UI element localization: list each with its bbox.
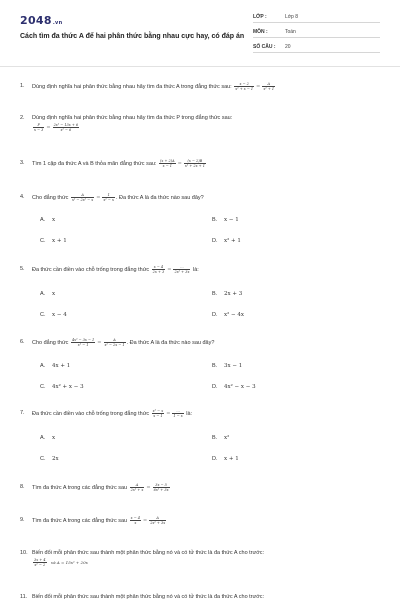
numerator: (x − 2)B bbox=[184, 159, 206, 164]
question-text bbox=[32, 409, 382, 418]
option-value: x + 1 bbox=[224, 456, 239, 462]
answer-option-b[interactable] bbox=[212, 290, 242, 298]
question-formula bbox=[32, 123, 80, 132]
question-prompt: Đa thức cần điền vào chỗ trống trong đẳng thức bbox=[32, 410, 150, 417]
answer-option-b[interactable] bbox=[212, 362, 242, 370]
numerator: x − 4 bbox=[152, 265, 166, 270]
option-value: x² − 4x bbox=[224, 312, 245, 318]
question-text bbox=[32, 265, 382, 274]
meta-label: SỐ CÂU : bbox=[253, 44, 276, 50]
numerator: 3x + 4 bbox=[34, 558, 46, 562]
numerator: A bbox=[104, 338, 126, 343]
answer-option-d[interactable] bbox=[212, 455, 239, 463]
equals-sign: = bbox=[143, 517, 148, 524]
fraction bbox=[149, 516, 166, 525]
option-letter: A. bbox=[40, 291, 46, 297]
fraction bbox=[71, 338, 95, 347]
answer-option-a[interactable] bbox=[40, 434, 55, 442]
fraction bbox=[104, 338, 126, 347]
question-prompt: Dùng định nghĩa hai phân thức bằng nhau hãy tìm đa thức P trong đẳng thức sau: bbox=[32, 115, 233, 121]
fraction bbox=[71, 193, 94, 202]
denominator: x − 3 bbox=[34, 128, 44, 132]
denominator: 2x² + 3x bbox=[174, 270, 190, 274]
question-number: 8. bbox=[20, 484, 25, 490]
question-prompt: Tìm 1 cặp đa thức A và B thỏa mãn đẳng thức sau: bbox=[32, 160, 157, 167]
question-prompt: Dùng định nghĩa hai phân thức bằng nhau hãy tìm đa thức A trong đẳng thức sau: bbox=[32, 83, 232, 90]
page-title: Cách tìm đa thức A để hai phân thức bằng nhau cực hay, có đáp án bbox=[20, 33, 245, 40]
question-text bbox=[32, 549, 382, 557]
option-value: 3x − 1 bbox=[224, 363, 243, 369]
meta-label: MÔN : bbox=[253, 29, 268, 35]
denominator: 1 − x bbox=[173, 414, 183, 418]
denominator: x² − x bbox=[103, 198, 114, 202]
question-text bbox=[32, 159, 382, 168]
question-prompt: Cho đẳng thức bbox=[32, 194, 69, 201]
denominator: x bbox=[134, 521, 137, 525]
numerator: A bbox=[71, 193, 94, 198]
option-letter: A. bbox=[40, 363, 46, 369]
numerator: x − 4 bbox=[130, 516, 140, 520]
answer-option-c[interactable] bbox=[40, 455, 59, 463]
denominator: x² − 2x² − x bbox=[71, 198, 94, 202]
option-value: 4x² − x − 3 bbox=[224, 384, 256, 390]
logo-suffix: .vn bbox=[52, 20, 63, 26]
question-number: 3. bbox=[20, 160, 25, 166]
fraction bbox=[159, 159, 176, 168]
question-number: 6. bbox=[20, 339, 25, 345]
option-letter: B. bbox=[212, 435, 218, 441]
equals-sign: = bbox=[167, 266, 172, 273]
numerator: (x + 2)A bbox=[160, 159, 175, 163]
question-text bbox=[32, 593, 382, 600]
question-prompt: Tìm đa thức A trong các đẳng thức sau bbox=[32, 484, 128, 491]
question-prompt: Biến đổi mỗi phân thức sau thành một phân thức bằng nó và có tử thức là đa thức A cho trước: bbox=[32, 550, 265, 556]
meta-row-question-count bbox=[253, 42, 380, 53]
numerator: ... bbox=[172, 409, 183, 414]
option-letter: C. bbox=[40, 384, 46, 390]
numerator: 2x² − 13x + 6 bbox=[53, 123, 79, 127]
denominator: x² + 1 bbox=[263, 87, 275, 91]
option-letter: C. bbox=[40, 238, 46, 244]
fraction bbox=[53, 123, 80, 132]
option-value: x bbox=[52, 291, 56, 297]
question-prompt-end: là: bbox=[186, 410, 193, 417]
option-letter: B. bbox=[212, 291, 218, 297]
option-letter: D. bbox=[212, 456, 218, 462]
fraction bbox=[262, 82, 275, 91]
answer-option-d[interactable] bbox=[212, 237, 241, 245]
denominator: 2x + 3 bbox=[152, 270, 165, 274]
fraction bbox=[184, 159, 206, 168]
option-value: 4x + 1 bbox=[52, 363, 71, 369]
question-prompt-end: . Đa thức A là đa thức nào sau đây? bbox=[115, 194, 204, 201]
fraction bbox=[152, 265, 166, 274]
question-prompt-end: là: bbox=[192, 266, 199, 273]
question-number: 7. bbox=[20, 410, 25, 416]
question-prompt: Biến đổi mỗi phân thức sau thành một phân thức bằng nó và có tử thức là đa thức A cho trước: bbox=[32, 594, 265, 600]
option-value: x + 1 bbox=[52, 238, 67, 244]
equals-sign: = bbox=[46, 124, 51, 131]
meta-value: Lớp 8 bbox=[285, 14, 299, 20]
meta-row-class bbox=[253, 12, 380, 23]
option-value: 4x² + x − 3 bbox=[52, 384, 84, 390]
question-text bbox=[32, 82, 382, 91]
option-value: x − 4 bbox=[52, 312, 67, 318]
numerator: P bbox=[33, 123, 44, 128]
denominator: x² − 1 bbox=[77, 343, 89, 347]
fraction bbox=[102, 193, 115, 202]
meta-value: 20 bbox=[285, 44, 291, 50]
given-polynomial: và A = 15x² + 20x bbox=[50, 559, 88, 565]
answer-option-d[interactable] bbox=[212, 383, 256, 391]
option-value: x² bbox=[224, 435, 230, 441]
answer-option-b[interactable] bbox=[212, 216, 239, 224]
numerator: 3x − 5 bbox=[153, 483, 170, 488]
answer-option-c[interactable] bbox=[40, 311, 67, 319]
fraction bbox=[33, 123, 44, 132]
numerator: 4x² − 3x − 1 bbox=[71, 338, 95, 342]
equals-sign: = bbox=[166, 410, 171, 417]
numerator: A bbox=[130, 483, 145, 488]
question-text bbox=[32, 338, 382, 347]
option-letter: D. bbox=[212, 384, 218, 390]
header-divider bbox=[0, 66, 400, 67]
option-value: 2x + 3 bbox=[224, 291, 243, 297]
question-number: 11. bbox=[20, 594, 28, 600]
option-value: 2x bbox=[52, 456, 59, 462]
denominator: x² + x − 1 bbox=[235, 87, 254, 91]
equals-sign: = bbox=[97, 339, 102, 346]
numerator: 1 bbox=[102, 193, 115, 198]
question-text bbox=[32, 516, 382, 525]
question-number: 5. bbox=[20, 266, 25, 272]
option-value: x bbox=[52, 435, 56, 441]
denominator: x − 1 bbox=[162, 164, 172, 168]
denominator: x² + 2x + 1 bbox=[184, 164, 205, 168]
fraction bbox=[172, 409, 183, 418]
option-value: x bbox=[52, 217, 56, 223]
denominator: x² − 2 bbox=[34, 563, 46, 567]
fraction bbox=[152, 409, 165, 418]
question-number: 2. bbox=[20, 115, 25, 121]
question-prompt: Đa thức cần điền vào chỗ trống trong đẳng thức bbox=[32, 266, 150, 273]
denominator: x² − 6 bbox=[60, 128, 72, 132]
fraction bbox=[153, 483, 170, 492]
question-text bbox=[32, 193, 382, 202]
fraction bbox=[173, 265, 190, 274]
question-formula bbox=[32, 558, 88, 567]
option-letter: B. bbox=[212, 217, 218, 223]
denominator: x − 1 bbox=[153, 414, 163, 418]
numerator: ... bbox=[173, 265, 190, 270]
question-number: 4. bbox=[20, 194, 25, 200]
answer-option-c[interactable] bbox=[40, 383, 84, 391]
option-letter: D. bbox=[212, 312, 218, 318]
meta-value: Toán bbox=[285, 29, 296, 35]
numerator: A bbox=[262, 82, 275, 87]
question-number: 1. bbox=[20, 83, 25, 89]
meta-row-subject bbox=[253, 27, 380, 38]
answer-option-d[interactable] bbox=[212, 311, 244, 319]
fraction bbox=[130, 483, 145, 492]
question-prompt-end: . Đa thức A là đa thức nào sau đây? bbox=[126, 339, 215, 346]
denominator: 6x² + 3x bbox=[153, 488, 169, 492]
numerator: x − 2 bbox=[234, 82, 254, 87]
question-prompt: Cho đẳng thức bbox=[32, 339, 69, 346]
question-number: 9. bbox=[20, 517, 25, 523]
answer-option-a[interactable] bbox=[40, 362, 70, 370]
answer-option-a[interactable] bbox=[40, 216, 55, 224]
answer-option-c[interactable] bbox=[40, 237, 67, 245]
option-letter: D. bbox=[212, 238, 218, 244]
option-letter: C. bbox=[40, 456, 46, 462]
denominator: x² − 2x − 1 bbox=[104, 343, 125, 347]
fraction bbox=[33, 558, 47, 567]
option-letter: A. bbox=[40, 217, 46, 223]
option-letter: B. bbox=[212, 363, 218, 369]
option-value: x² + 1 bbox=[224, 238, 241, 244]
equals-sign: = bbox=[96, 194, 101, 201]
answer-option-b[interactable] bbox=[212, 434, 229, 442]
site-logo[interactable] bbox=[20, 14, 62, 27]
question-number: 10. bbox=[20, 550, 28, 556]
answer-option-a[interactable] bbox=[40, 290, 55, 298]
question-text bbox=[32, 483, 382, 492]
option-letter: C. bbox=[40, 312, 46, 318]
equals-sign: = bbox=[256, 83, 261, 90]
logo-text: 2048 bbox=[20, 14, 52, 27]
fraction bbox=[130, 516, 141, 525]
option-value: x − 1 bbox=[224, 217, 239, 223]
option-letter: A. bbox=[40, 435, 46, 441]
numerator: A bbox=[149, 516, 166, 521]
question-prompt: Tìm đa thức A trong các đẳng thức sau bbox=[32, 517, 128, 524]
numerator: x² − x bbox=[152, 409, 164, 413]
meta-label: LỚP : bbox=[253, 14, 267, 20]
denominator: 2x² + 3x bbox=[150, 521, 166, 525]
fraction bbox=[234, 82, 254, 91]
equals-sign: = bbox=[146, 484, 151, 491]
equals-sign: = bbox=[177, 160, 182, 167]
denominator: 2x² + x bbox=[130, 488, 144, 492]
question-text bbox=[32, 114, 382, 122]
